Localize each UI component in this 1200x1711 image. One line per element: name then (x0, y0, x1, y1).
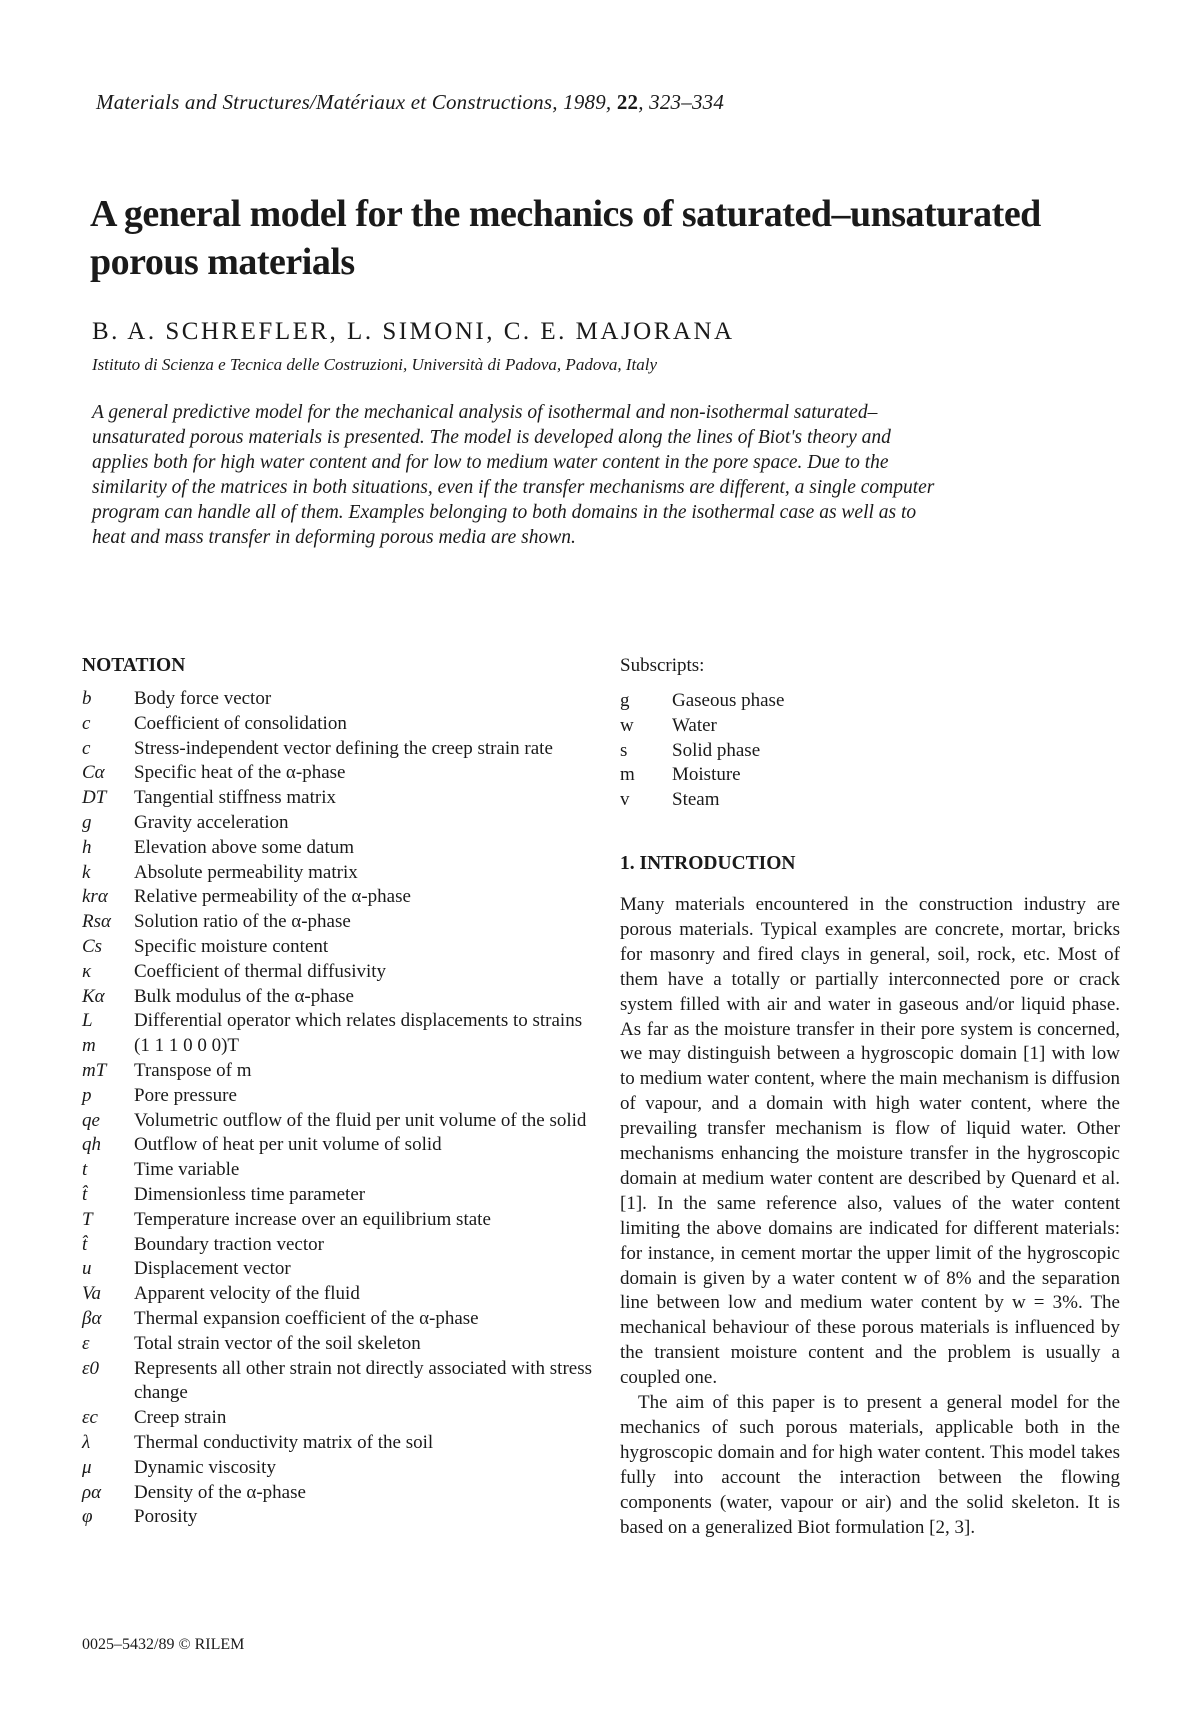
subscript-symbol: m (620, 764, 635, 786)
notation-symbol: b (82, 688, 92, 709)
notation-description: Displacement vector (134, 1258, 291, 1280)
notation-symbol: mT (82, 1059, 107, 1081)
notation-description: Porosity (134, 1506, 198, 1528)
notation-symbol: k (82, 861, 91, 883)
notation-symbol: t (82, 1159, 88, 1181)
abstract: A general predictive model for the mechanical analysis of isothermal and non-isothermal saturated–unsaturated porous materials is presented. The model is developed along the lines of Biot's theory and applies both for high water content and for low to medium water content in the pore space. Due to the similarity of the matrices in both situations, even if the transfer mechanisms are different, a single computer program can handle all of them. Examples belonging to both domains in the isothermal case as well as to heat and mass transfer in deforming porous media are shown. (92, 402, 935, 548)
notation-row (82, 861, 592, 886)
notation-description: Bulk modulus of the α-phase (134, 985, 354, 1007)
notation-row (82, 1307, 592, 1332)
notation-row (82, 910, 592, 935)
notation-symbol: t̂ (82, 1183, 88, 1205)
notation-symbol: φ (82, 1506, 93, 1528)
notation-row (82, 1456, 592, 1481)
journal-pages: , 323–334 (638, 90, 725, 114)
notation-row (82, 1109, 592, 1134)
notation-symbol: κ (82, 960, 92, 982)
notation-row (82, 1009, 592, 1034)
notation-row (82, 1257, 592, 1282)
journal-year: , 1989, (552, 90, 617, 114)
notation-symbol: Kα (82, 985, 105, 1007)
notation-description: Stress-independent vector defining the creep strain rate (134, 737, 553, 759)
notation-row (82, 1431, 592, 1456)
notation-description: Apparent velocity of the fluid (134, 1283, 360, 1305)
notation-description: Coefficient of consolidation (134, 712, 347, 734)
subscript-description: Steam (672, 789, 720, 811)
notation-description: Specific heat of the α-phase (134, 762, 346, 784)
notation-row (82, 1505, 592, 1530)
notation-row (82, 960, 592, 985)
subscripts-heading: Subscripts: (620, 655, 705, 676)
notation-description: (1 1 1 0 0 0)T (134, 1035, 240, 1057)
introduction-heading: 1. INTRODUCTION (620, 852, 796, 874)
notation-column (82, 655, 592, 1530)
paper-title: A general model for the mechanics of saturated–unsaturated porous materials (90, 193, 1041, 283)
notation-description: Total strain vector of the soil skeleton (134, 1332, 421, 1354)
intro-paragraph-1: Many materials encountered in the construction industry are porous materials. Typical examples are concrete, mortar, bricks for masonry and fired clays in general, soil, rock, etc. Most of them have a totally or partially interconnected pore or crack system filled with air and water in gaseous and/or liquid phase. As far as the moisture transfer in their pore system is concerned, we may distinguish between a hygroscopic domain [1] with low to medium water content, where the main mechanism is diffusion of vapour, and a domain with high water content, where the prevailing transfer mechanism is flow of liquid water. Other mechanisms enhancing the moisture transfer in the hygroscopic domain at medium water content are described by Quenard et al. [1]. In the same reference also, values of the water content limiting the above domains are indicated for different materials: for instance, in cement mortar the upper limit of the hygroscopic domain is given by a water content w of 8% and the separation line between low and medium water content by w = 3%. The mechanical behaviour of these porous materials is influenced by the transient moisture content and the problem is usually a coupled one. (620, 893, 1120, 1389)
notation-row (82, 1183, 592, 1208)
notation-row (82, 1059, 592, 1084)
notation-symbol: T (82, 1208, 93, 1230)
notation-description: Dynamic viscosity (134, 1456, 276, 1478)
notation-row (82, 786, 592, 811)
notation-symbol: h (82, 836, 92, 858)
notation-symbol: c (82, 737, 91, 759)
subscript-description: Solid phase (672, 739, 761, 761)
notation-description: Temperature increase over an equilibrium state (134, 1208, 491, 1230)
notation-symbol: εc (82, 1407, 98, 1429)
subscript-description: Gaseous phase (672, 690, 785, 711)
notation-row (82, 935, 592, 960)
subscript-row (620, 714, 1120, 739)
journal-volume: 22 (616, 90, 639, 114)
notation-symbol: m (82, 1035, 96, 1057)
affiliation: Istituto di Scienza e Tecnica delle Costruzioni, Università di Padova, Padova, Italy (92, 355, 658, 374)
notation-row (82, 712, 592, 737)
notation-description: Volumetric outflow of the fluid per unit volume of the solid (134, 1109, 587, 1131)
notation-row (82, 811, 592, 836)
notation-row (82, 687, 592, 712)
notation-symbol: L (82, 1010, 93, 1032)
notation-description: Gravity acceleration (134, 811, 289, 833)
notation-description: Dimensionless time parameter (134, 1183, 366, 1205)
notation-row (82, 737, 592, 762)
journal-name: Materials and Structures/Matériaux et Constructions (96, 90, 553, 114)
notation-symbol: βα (82, 1307, 102, 1329)
notation-symbol: qe (82, 1109, 100, 1131)
notation-description: Creep strain (134, 1407, 227, 1429)
intro-paragraph-2: The aim of this paper is to present a general model for the mechanics of such porous materials, applicable both in the hygroscopic domain and for high water content. This model takes fully into account the interaction between the flowing components (water, vapour or air) and the solid skeleton. It is based on a generalized Biot formulation [2, 3]. (620, 1392, 1120, 1538)
notation-row (82, 1084, 592, 1109)
notation-list (82, 687, 592, 1530)
notation-row (82, 761, 592, 786)
notation-row (82, 836, 592, 861)
notation-symbol: Rsα (82, 911, 111, 933)
notation-row (82, 1406, 592, 1431)
notation-row (82, 885, 592, 910)
notation-symbol: c (82, 712, 91, 734)
notation-description: Tangential stiffness matrix (134, 787, 336, 809)
notation-symbol: ρα (82, 1481, 102, 1503)
notation-description: Thermal conductivity matrix of the soil (134, 1431, 434, 1453)
subscript-description: Moisture (672, 764, 741, 786)
notation-description: Density of the α-phase (134, 1481, 306, 1503)
notation-description: Boundary traction vector (134, 1233, 324, 1255)
notation-row (82, 1282, 592, 1307)
subscript-symbol: v (620, 789, 630, 811)
copyright-footer: 0025–5432/89 © RILEM (82, 1636, 245, 1653)
subscripts-list (620, 689, 1120, 813)
notation-row (82, 1133, 592, 1158)
notation-symbol: λ (82, 1431, 91, 1453)
notation-description: Pore pressure (134, 1084, 237, 1106)
authors: B. A. SCHREFLER, L. SIMONI, C. E. MAJORANA (92, 318, 735, 345)
notation-symbol: DT (82, 787, 107, 809)
notation-description: Solution ratio of the α-phase (134, 911, 351, 933)
notation-description: Body force vector (134, 688, 272, 709)
notation-row (82, 1233, 592, 1258)
notation-description: Specific moisture content (134, 935, 329, 957)
notation-symbol: Va (82, 1283, 101, 1305)
notation-symbol: p (82, 1084, 92, 1106)
notation-row (82, 985, 592, 1010)
subscript-row (620, 689, 1120, 714)
notation-row (82, 1481, 592, 1506)
subscript-symbol: w (620, 714, 634, 736)
subscript-row (620, 788, 1120, 813)
notation-symbol: ε0 (82, 1357, 99, 1379)
notation-symbol: ε (82, 1332, 90, 1354)
notation-symbol: μ (82, 1456, 92, 1478)
notation-row (82, 1332, 592, 1357)
notation-heading: NOTATION (82, 655, 186, 676)
notation-description: Relative permeability of the α-phase (134, 886, 411, 908)
notation-symbol: t̂ (82, 1233, 88, 1255)
subscript-row (620, 763, 1120, 788)
right-column (620, 655, 1120, 1541)
notation-row (82, 1034, 592, 1059)
notation-description: Transpose of m (134, 1059, 252, 1081)
notation-description: Outflow of heat per unit volume of solid (134, 1134, 442, 1156)
journal-citation (96, 90, 724, 115)
notation-description: Absolute permeability matrix (134, 861, 358, 883)
notation-symbol: Cs (82, 935, 103, 957)
notation-symbol: Cα (82, 762, 105, 784)
notation-symbol: g (82, 811, 92, 833)
subscript-symbol: s (620, 739, 628, 761)
notation-description: Time variable (134, 1159, 240, 1181)
notation-description: Elevation above some datum (134, 836, 355, 858)
notation-row (82, 1357, 592, 1407)
notation-description: Thermal expansion coefficient of the α-phase (134, 1307, 479, 1329)
notation-row (82, 1208, 592, 1233)
subscript-symbol: g (620, 690, 630, 711)
notation-row (82, 1158, 592, 1183)
notation-symbol: u (82, 1258, 92, 1280)
notation-description: Represents all other strain not directly associated with stress change (134, 1357, 592, 1404)
notation-symbol: qh (82, 1134, 101, 1156)
notation-symbol: krα (82, 886, 108, 908)
subscript-description: Water (672, 714, 717, 736)
subscript-row (620, 739, 1120, 764)
notation-description: Coefficient of thermal diffusivity (134, 960, 387, 982)
notation-description: Differential operator which relates displacements to strains (134, 1010, 583, 1032)
